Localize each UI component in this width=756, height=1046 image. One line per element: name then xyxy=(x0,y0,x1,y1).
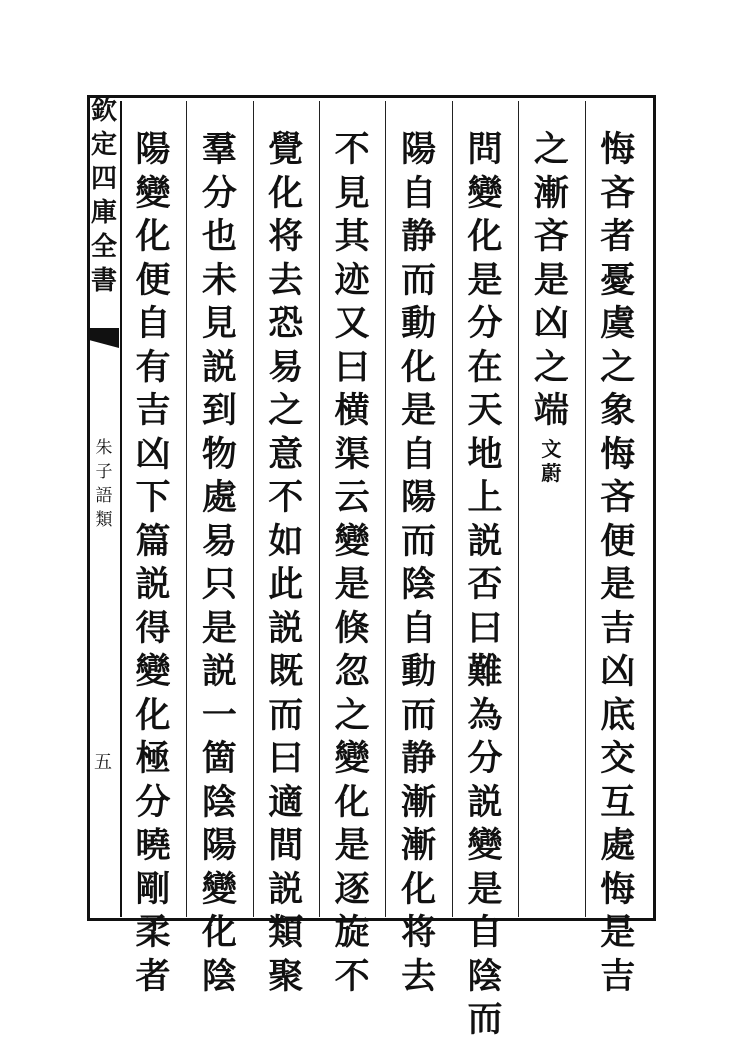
page-number: 五 xyxy=(94,752,112,773)
column-rule xyxy=(518,101,519,917)
column-rule xyxy=(385,101,386,917)
text-column: 悔 吝 者 憂 虞 之 象 悔 吝 便 是 吉 凶 底 交 互 處 悔 是 吉 xyxy=(600,129,636,997)
column-rule xyxy=(253,101,254,917)
column-rule xyxy=(585,101,586,917)
text-column: 陽 變 化 便 自 有 吉 凶 下 篇 説 得 變 化 極 分 曉 剛 柔 者 xyxy=(135,129,171,997)
annotation-note: 文 蔚 xyxy=(541,436,562,485)
column-rule xyxy=(452,101,453,917)
margin-title: 欽 定 四 庫 全 書 xyxy=(90,96,117,296)
text-column: 羣 分 也 未 見 説 到 物 處 易 只 是 説 一 箇 陰 陽 變 化 陰 xyxy=(201,129,237,997)
fish-tail-mark-icon xyxy=(89,326,119,366)
text-column: 之 漸 吝 是 凶 之 端 文 蔚 xyxy=(533,129,569,485)
text-column: 不 見 其 迹 又 曰 横 渠 云 變 是 倏 忽 之 變 化 是 逐 旋 不 xyxy=(334,129,370,997)
column-rule xyxy=(319,101,320,917)
text-column: 覺 化 将 去 恐 易 之 意 不 如 此 説 既 而 曰 適 間 説 類 聚 xyxy=(268,129,304,997)
margin-subtitle: 朱 子 語 類 xyxy=(95,438,113,530)
text-column: 陽 自 静 而 動 化 是 自 陽 而 陰 自 動 而 静 漸 漸 化 将 去 xyxy=(401,129,437,997)
column-rule xyxy=(186,101,187,917)
text-column: 問 變 化 是 分 在 天 地 上 説 否 曰 難 為 分 説 變 是 自 陰 而 xyxy=(467,129,503,1040)
